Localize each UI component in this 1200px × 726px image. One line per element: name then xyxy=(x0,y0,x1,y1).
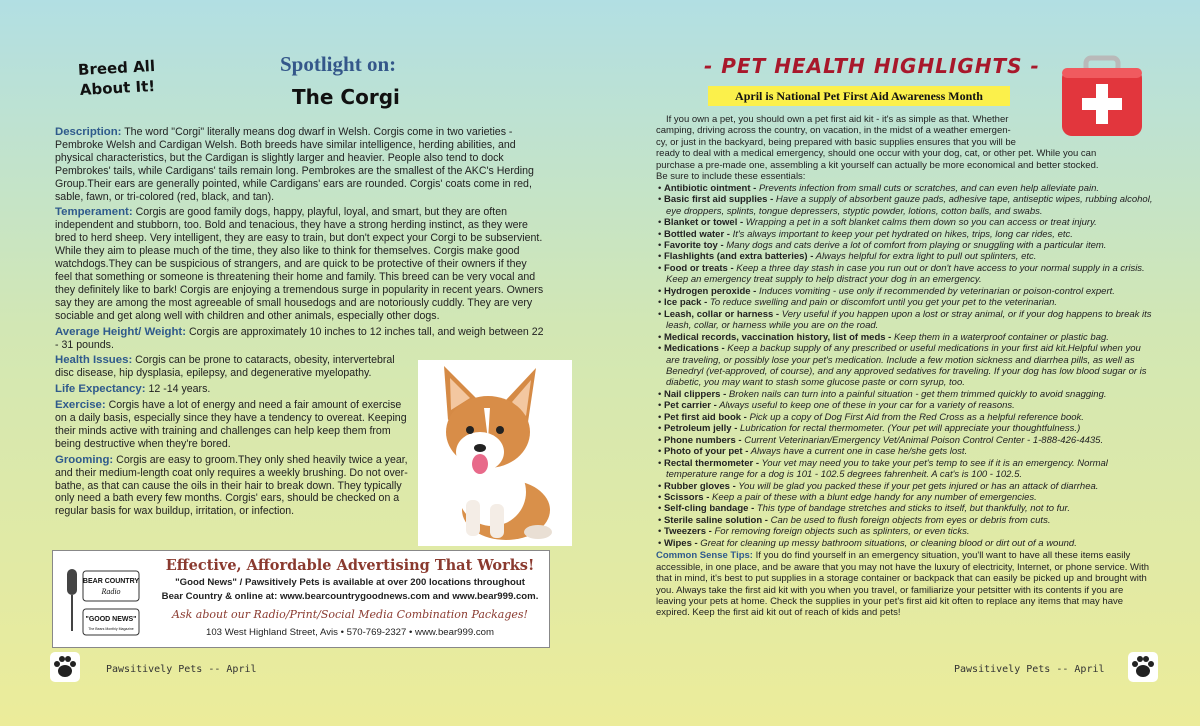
section-health-issues: Health Issues: Corgis can be prone to cataracts, obesity, intervertebral disc disease, hip dysplasia, epilepsy, and degenerative myelopathy. xyxy=(55,354,395,380)
essentials-list-item: • Self-cling bandage - This type of bandage stretches and sticks to itself, but thankfully, not to fur. xyxy=(658,503,1071,515)
essentials-list-item: • Phone numbers - Current Veterinarian/Emergency Vet/Animal Poison Control Center - 1-888-426-4435. xyxy=(658,434,1104,446)
item-description: Have a supply of absorbent gauze pads, adhesive tape, antiseptic wipes, rubbing alcohol, eye droppers, splints, tongue depressers, styptic powder, lotions, cotton balls, and swabs. xyxy=(666,194,1153,217)
item-name: Food or treats - xyxy=(663,262,734,274)
item-name: Blanket or towel - xyxy=(663,217,744,229)
corgi-photo xyxy=(418,360,572,546)
essentials-list-item: • Favorite toy - Many dogs and cats derive a lot of comfort from playing or snuggling with a particular item. xyxy=(658,239,1107,251)
item-description: Induces vomiting - use only if recommended by veterinarian or poison-control expert. xyxy=(756,285,1115,297)
item-name: Petroleum jelly - xyxy=(663,423,738,435)
essentials-list-item: • Pet first aid book - Pick up a copy of Dog First Aid from the Red Cross as a helpful reference book. xyxy=(658,411,1084,423)
item-description: Great for cleaning up messy bathroom situations, or cleaning blood or dirt out of a wound. xyxy=(697,537,1077,549)
item-description: Very useful if you happen upon a lost or stray animal, or if your dog happens to break its leash, collar, or harness while you are on the road. xyxy=(666,308,1152,332)
section-height-weight: Average Height/ Weight: Corgis are approximately 10 inches to 12 inches tall, and weigh between 22 - 31 pounds. xyxy=(55,325,544,351)
essentials-list-item: • Medical records, vaccination history, list of meds - Keep them in a waterproof container or plastic bag. xyxy=(658,331,1109,343)
essentials-list-item: • Petroleum jelly - Lubrication for rectal thermometer. (Your pet will appreciate your thoughtfulness.) xyxy=(658,423,1081,435)
bear-country-logo xyxy=(59,561,151,641)
item-description: Keep a three day stash in case you run out or don't have access to your normal supply in a crisis. Keep an emergency treat supply to help distract your dog in an emergency. xyxy=(666,262,1145,286)
item-description: Always have a current one in case he/she gets lost. xyxy=(748,446,968,458)
logo-text-2: Radio xyxy=(101,587,121,596)
common-sense-tips: Common Sense Tips: If you do find yourself in an emergency situation, you'll want to have all these items easily accessible, in one place, and be aware that you may not have the luxury of electricity, Internet, or phone service. With that in mind, it's best to put supplies in a storage container or backpack that can easily be picked up and brought with you. Always take the first aid kit with you when you travel, or familiarize your petsitter with its contents if you are leaving your pets at home. Check the supplies in your pet's first aid kit often to replace any items that may have expired. Keep the first aid kit out of reach of kids and pets! xyxy=(656,550,1150,619)
pet-health-title: - PET HEALTH HIGHLIGHTS - xyxy=(704,54,1040,78)
item-name: Phone numbers - xyxy=(663,434,742,446)
essentials-list-item: • Leash, collar or harness - Very useful if you happen upon a lost or stray animal, or if your dog happens to break its leash, collar, or harness while you are on the road. xyxy=(658,308,1152,332)
essentials-list xyxy=(656,183,1154,550)
item-name: Tweezers - xyxy=(663,526,712,538)
item-description: It's always important to keep your pet hydrated on hikes, trips, long car rides, etc. xyxy=(729,228,1073,240)
item-description: Can be used to flush foreign objects from eyes or debris from cuts. xyxy=(767,514,1051,526)
first-aid-article xyxy=(656,114,1154,619)
ad-headline: Effective, Affordable Advertising That Works! xyxy=(165,557,535,574)
essentials-list-item: • Basic first aid supplies - Have a supply of absorbent gauze pads, adhesive tape, antiseptic wipes, rubbing alcohol, eye droppers, splints, tongue depressers, styptic powder, lotions, cotton balls, and swabs. xyxy=(658,194,1153,217)
paw-print-icon xyxy=(50,652,80,682)
essentials-list-item: • Nail clippers - Broken nails can turn into a painful situation - get them trimmed quickly to avoid snagging. xyxy=(658,388,1107,400)
item-name: Scissors - xyxy=(663,491,710,503)
item-name: Antibiotic ointment - xyxy=(663,182,757,194)
item-description: Your vet may need you to take your pet's temp to see if it is an emergency. Normal temperature range for a dog is 101 - 102.5 degrees fahrenheit. A cat's is 100 - 102.5. xyxy=(666,457,1108,481)
essentials-list-item: • Ice pack - To reduce swelling and pain or discomfort until you get your pet to the veterinarian. xyxy=(658,297,1058,309)
item-name: Photo of your pet - xyxy=(663,446,749,458)
item-name: Nail clippers - xyxy=(663,388,727,400)
logo-text-3: "GOOD NEWS" xyxy=(85,616,137,623)
item-name: Medical records, vaccination history, list of meds - xyxy=(663,331,892,343)
logo-text-4: The Bears Monthly Magazine xyxy=(88,627,134,631)
essentials-list-item: • Scissors - Keep a pair of these with a blunt edge handy for any number of emergencies. xyxy=(658,491,1037,503)
item-description: Lubrication for rectal thermometer. (Your pet will appreciate your thoughtfulness.) xyxy=(737,423,1081,435)
essentials-list-item: • Pet carrier - Always useful to keep one of these in your car for a variety of reasons. xyxy=(658,400,1015,412)
item-description: Prevents infection from small cuts or scratches, and can even help alleviate pain. xyxy=(756,182,1100,194)
essentials-list-item: • Rectal thermometer - Your vet may need you to take your pet's temp to see if it is an emergency. Normal temperature range for a dog is 101 - 102.5 degrees fahrenheit. A cat's is 100 - 102.5. xyxy=(658,457,1108,481)
essentials-list-item: • Hydrogen peroxide - Induces vomiting - use only if recommended by veterinarian or poison-control expert. xyxy=(658,285,1115,297)
section-description: Description: The word "Corgi" literally means dog dwarf in Welsh. Corgis come in two varieties - Pembroke Welsh and Cardigan Welsh. Both breeds have similar intelligence, herding abilities, and physical characteristics, but the Cardigan is slightly larger and heavier. People also tend to dock Pembrokes' tails, while Cardigans' tails remain long. Pembrokes are the smallest of the AKC's Herding Group.Their ears are generally pointed, while Cardigans' ears are rounded. Corgis' coats come in red, sable, fawn, or tri-colored (red, black, and tan). xyxy=(55,126,534,203)
item-name: Sterile saline solution - xyxy=(663,514,768,526)
item-description: Keep them in a waterproof container or plastic bag. xyxy=(891,331,1109,343)
essentials-list-item: • Tweezers - For removing foreign objects such as splinters, or even ticks. xyxy=(658,526,970,538)
breed-title-line2: About It! xyxy=(79,77,156,99)
logo-text-1: BEAR COUNTRY xyxy=(82,578,140,585)
section-life-expectancy: Life Expectancy: 12 -14 years. xyxy=(55,383,211,396)
breed-name-heading: The Corgi xyxy=(292,85,400,109)
essentials-list-item: • Flashlights (and extra batteries) - Always helpful for extra light to pull out splinters, etc. xyxy=(658,251,1037,263)
left-footer: Pawsitively Pets -- April xyxy=(106,664,257,675)
item-description: This type of bandage stretches and sticks to itself, but thankfully, not to fur. xyxy=(754,503,1071,515)
item-name: Rectal thermometer - xyxy=(663,457,759,469)
item-description: For removing foreign objects such as splinters, or even ticks. xyxy=(711,526,970,538)
item-description: Many dogs and cats derive a lot of comfort from playing or snuggling with a particular item. xyxy=(723,239,1107,251)
item-name: Pet first aid book - xyxy=(663,411,747,423)
ad-text-block xyxy=(155,557,545,638)
item-name: Bottled water - xyxy=(663,228,730,240)
ad-tagline: Ask about our Radio/Print/Social Media Combination Packages! xyxy=(172,608,528,621)
item-name: Self-cling bandage - xyxy=(663,503,755,515)
item-name: Basic first aid supplies - xyxy=(663,194,774,206)
item-description: Always helpful for extra light to pull out splinters, etc. xyxy=(813,251,1037,263)
item-description: Wrapping a pet in a soft blanket calms them down so you can access or treat injury. xyxy=(743,217,1097,229)
item-description: Pick up a copy of Dog First Aid from the Red Cross as a helpful reference book. xyxy=(746,411,1084,423)
item-description: To reduce swelling and pain or discomfort until you get your pet to the veterinarian. xyxy=(707,297,1058,309)
advertisement-box[interactable] xyxy=(52,550,550,648)
item-name: Leash, collar or harness - xyxy=(663,308,780,320)
item-name: Flashlights (and extra batteries) - xyxy=(663,251,814,263)
essentials-list-item: • Antibiotic ointment - Prevents infection from small cuts or scratches, and can even help alleviate pain. xyxy=(658,182,1100,194)
right-footer: Pawsitively Pets -- April xyxy=(954,664,1105,675)
item-description: Always useful to keep one of these in your car for a variety of reasons. xyxy=(716,400,1015,412)
essentials-list-item: • Medications - Keep a backup supply of any prescribed or useful medications in your first aid kit.Helpful when you are traveling, or possibly lose your pet's medication. Include a few motion sickness and diarrhea pills, as well as Benedryl (vet-approved, of course), and any approved sedatives for traveling. If your dog has low blood sugar or is diabetic, you may want to stash some glucose paste or corn syrup, too. xyxy=(658,343,1147,389)
item-name: Favorite toy - xyxy=(663,239,724,251)
breed-all-about-it-title xyxy=(61,55,173,101)
essentials-list-item: • Bottled water - It's always important to keep your pet hydrated on hikes, trips, long car rides, etc. xyxy=(658,228,1073,240)
essentials-list-item: • Rubber gloves - You will be glad you packed these if your pet gets injured or has an attack of diarrhea. xyxy=(658,480,1099,492)
ad-line-2[interactable]: Bear Country & online at: www.bearcountrygoodnews.com and www.bear999.com. xyxy=(161,591,539,602)
item-name: Pet carrier - xyxy=(663,400,717,412)
essentials-list-item: • Food or treats - Keep a three day stash in case you run out or don't have access to your normal supply in a crisis. Keep an emergency treat supply to help distract your dog in an emergency. xyxy=(658,262,1145,286)
paw-print-icon xyxy=(1128,652,1158,682)
essentials-list-item: • Photo of your pet - Always have a current one in case he/she gets lost. xyxy=(658,446,968,458)
ad-address[interactable]: 103 West Highland Street, Avis • 570-769-2327 • www.bear999.com xyxy=(206,627,494,638)
section-temperament: Temperament: Corgis are good family dogs, happy, playful, loyal, and smart, but they are often independent and stubborn, too. Bold and tenacious, they have a strong herding instinct, as they were bred to herd sheep. Very intelligent, they are easy to train, but don't expect your Corgi to be subservient. While they aim to please much of the time, they also like to think for themselves. Corgis make good watchdogs.They can be suspicious of strangers, and are quick to be protective of their owners if they feel that something or someone is threatening their home and family. This breed can be very vocal and they definitely like to bark! Corgis are enjoying a tremendous surge in popularity in recent years. Owners say they are among the most agreeable of small housedogs and are notoriously cuddly. They are very sociable and get along well with children and other animals, especially other dogs. xyxy=(55,206,544,322)
item-name: Ice pack - xyxy=(663,297,708,309)
item-name: Rubber gloves - xyxy=(663,480,736,492)
breed-title-line1: Breed All xyxy=(77,57,156,80)
item-name: Hydrogen peroxide - xyxy=(663,285,757,297)
essentials-list-item: • Sterile saline solution - Can be used to flush foreign objects from eyes or debris from cuts. xyxy=(658,514,1051,526)
intro-paragraph: If you own a pet, you should own a pet first aid kit - it's as simple as that. Whether camping, driving across the country, on vacation, in the midst of a weather emergen- cy, or just in the backyard, being prepared with basic supplies ensures that you will be ready to deal with a medical emergency, should one occur with your dog, cat, or other pet. While you can purchase a pre-made one, assembling a kit yourself can actually be more economical and better stocked. Be sure to include these essentials: xyxy=(656,114,1099,183)
section-grooming: Grooming: Corgis are easy to groom.They only shed heavily twice a year, and their medium-length coat only requires a weekly brushing. Do not over-bathe, as that can cause the oils in their hair to break down. They typically only need a bath every few months. Corgis' ears, should be checked on a regular basis for wax buildup, irritation, or infection. xyxy=(55,453,408,518)
ad-line-1: "Good News" / Pawsitively Pets is available at over 200 locations throughout xyxy=(175,577,525,588)
corgi-illustration xyxy=(418,360,572,546)
item-description: Broken nails can turn into a painful situation - get them trimmed quickly to avoid snagging. xyxy=(726,388,1107,400)
right-page xyxy=(600,0,1200,726)
item-description: Current Veterinarian/Emergency Vet/Animal Poison Control Center - 1-888-426-4435. xyxy=(741,434,1104,446)
section-exercise: Exercise: Corgis have a lot of energy and need a fair amount of exercise on a daily basis, especially since they have a tendency to overeat. Keeping their minds active with training and challenges can help keep them from being destructive when they're bored. xyxy=(55,399,407,450)
awareness-banner: April is National Pet First Aid Awareness Month xyxy=(708,86,1010,106)
spotlight-label: Spotlight on: xyxy=(280,52,397,76)
item-name: Wipes - xyxy=(663,537,698,549)
item-description: Keep a backup supply of any prescribed or useful medications in your first aid kit.Helpful when you are traveling, or possibly lose your pet's medication. Include a few motion sickness and diarrhea pills, as well as Benedryl (vet-approved, of course), and any approved sedatives for traveling. If your dog has low blood sugar or is diabetic, you may want to stash some glucose paste or corn syrup, too. xyxy=(666,343,1147,389)
item-description: You will be glad you packed these if your pet gets injured or has an attack of diarrhea. xyxy=(735,480,1099,492)
item-name: Medications - xyxy=(663,343,725,355)
essentials-list-item: • Blanket or towel - Wrapping a pet in a soft blanket calms them down so you can access or treat injury. xyxy=(658,217,1097,229)
essentials-list-item: • Wipes - Great for cleaning up messy bathroom situations, or cleaning blood or dirt out of a wound. xyxy=(658,537,1077,549)
item-description: Keep a pair of these with a blunt edge handy for any number of emergencies. xyxy=(709,491,1037,503)
